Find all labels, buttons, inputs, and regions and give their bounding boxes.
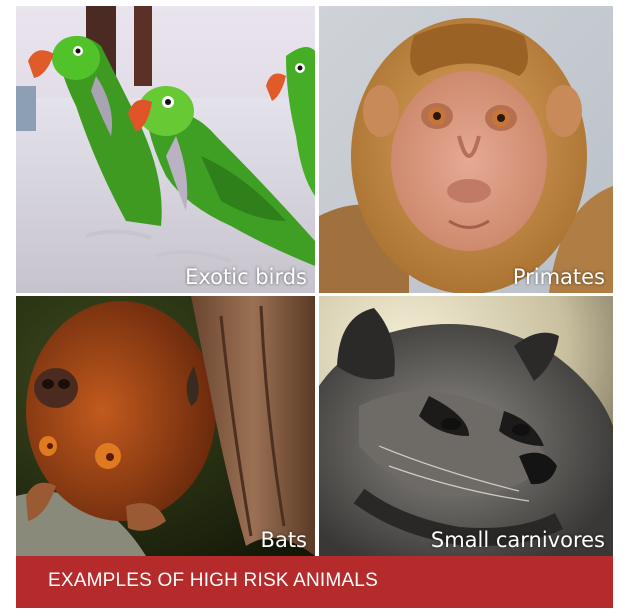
banner-title: EXAMPLES OF HIGH RISK ANIMALS — [48, 570, 378, 591]
primates-caption: Primates — [512, 265, 605, 289]
fruit-bat-photo — [16, 296, 315, 556]
photo-grid — [16, 6, 613, 556]
bats-tile — [16, 296, 315, 556]
exotic-birds-tile — [16, 6, 315, 293]
macaque-photo — [319, 6, 613, 293]
animal-collage — [16, 6, 613, 608]
bats-caption: Bats — [260, 528, 307, 552]
primates-tile — [319, 6, 613, 293]
small-carnivores-tile — [319, 296, 613, 556]
small-carnivores-caption: Small carnivores — [430, 528, 605, 552]
parrots-photo — [16, 6, 315, 293]
exotic-birds-caption: Exotic birds — [185, 265, 307, 289]
civet-photo — [319, 296, 613, 556]
high-risk-banner — [16, 556, 613, 608]
